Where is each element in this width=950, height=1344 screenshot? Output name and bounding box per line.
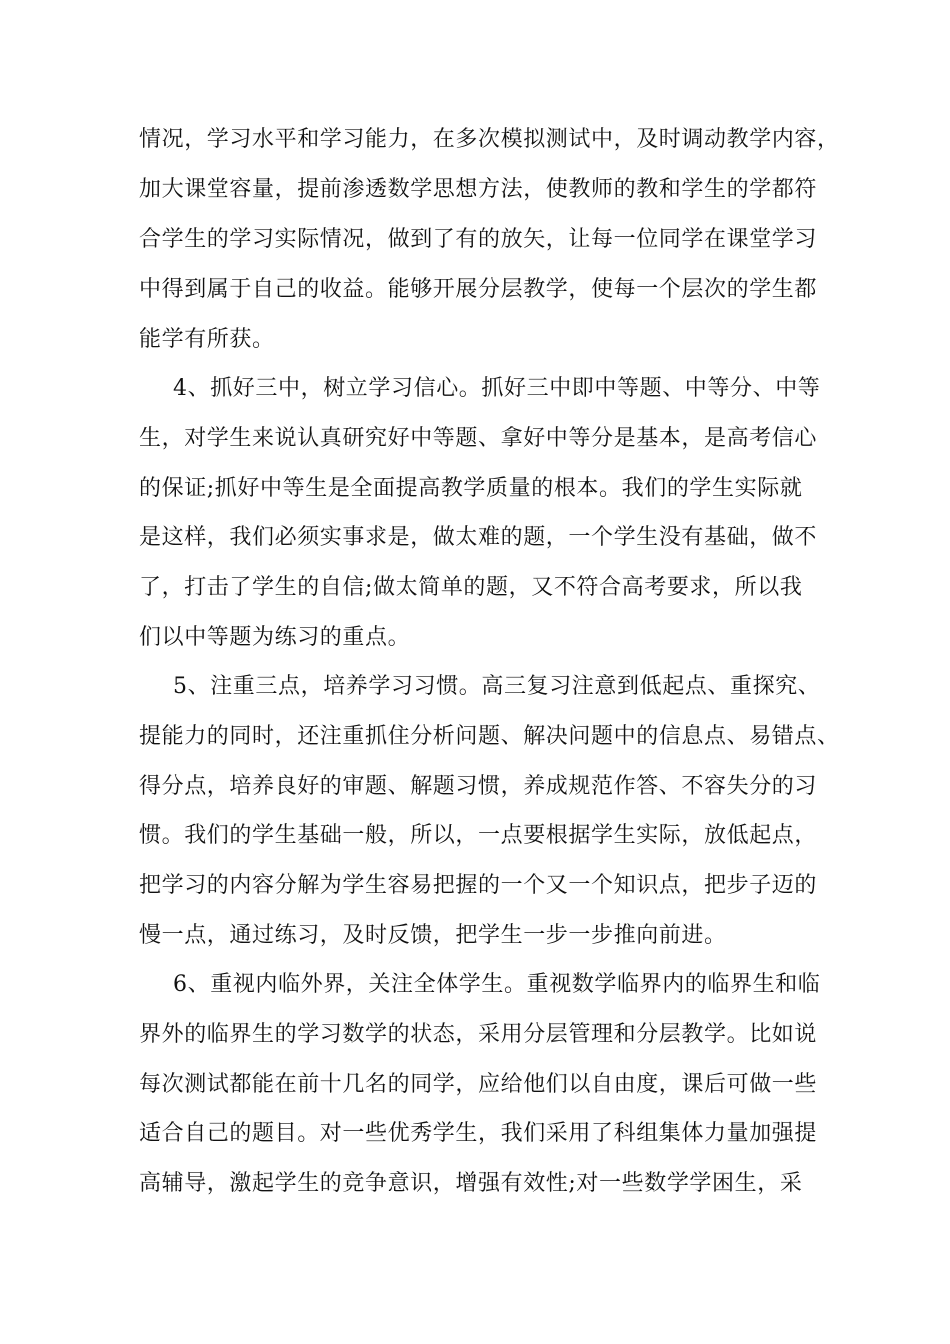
text-line: 每次测试都能在前十几名的同学，应给他们以自由度，课后可做一些 (139, 1072, 818, 1097)
text-line: 高辅导，激起学生的竞争意识，增强有效性;对一些数学学困生，采 (139, 1171, 803, 1196)
text-line: 的保证;抓好中等生是全面提高教学质量的根本。我们的学生实际就 (139, 476, 803, 501)
text-line: 们以中等题为练习的重点。 (139, 625, 411, 650)
paragraph-6-first-line: 6、重视内临外界，关注全体学生。重视数学临界内的临界生和临 (173, 972, 821, 997)
text-line: 适合自己的题目。对一些优秀学生，我们采用了科组集体力量加强提 (139, 1121, 818, 1146)
text-line: 惯。我们的学生基础一般，所以，一点要根据学生实际，放低起点， (139, 823, 818, 848)
text-line: 加大课堂容量，提前渗透数学思想方法，使教师的教和学生的学都符 (139, 177, 818, 202)
paragraph-4-first-line: 4、抓好三中，树立学习信心。抓好三中即中等题、中等分、中等 (173, 376, 821, 401)
text-line: 是这样，我们必须实事求是，做太难的题，一个学生没有基础，做不 (139, 525, 818, 550)
paragraph-5-first-line: 5、注重三点，培养学习习惯。高三复习注意到低起点、重探究、 (173, 674, 821, 699)
text-line: 提能力的同时，还注重抓住分析问题、解决问题中的信息点、易错点、 (139, 724, 840, 749)
text-line: 能学有所获。 (139, 327, 275, 352)
text-line: 慢一点，通过练习，及时反馈，把学生一步一步推向前进。 (139, 923, 727, 948)
text-line: 把学习的内容分解为学生容易把握的一个又一个知识点，把步子迈的 (139, 873, 818, 898)
text-line: 情况，学习水平和学习能力，在多次模拟测试中，及时调动教学内容， (139, 127, 840, 152)
text-line: 中得到属于自己的收益。能够开展分层教学，使每一个层次的学生都 (139, 277, 818, 302)
text-line: 了，打击了学生的自信;做太简单的题，又不符合高考要求，所以我 (139, 575, 803, 600)
text-line: 合学生的学习实际情况，做到了有的放矢，让每一位同学在课堂学习 (139, 227, 818, 252)
text-line: 生，对学生来说认真研究好中等题、拿好中等分是基本，是高考信心 (139, 426, 818, 451)
text-line: 界外的临界生的学习数学的状态，采用分层管理和分层教学。比如说 (139, 1022, 818, 1047)
text-line: 得分点，培养良好的审题、解题习惯，养成规范作答、不容失分的习 (139, 774, 818, 799)
